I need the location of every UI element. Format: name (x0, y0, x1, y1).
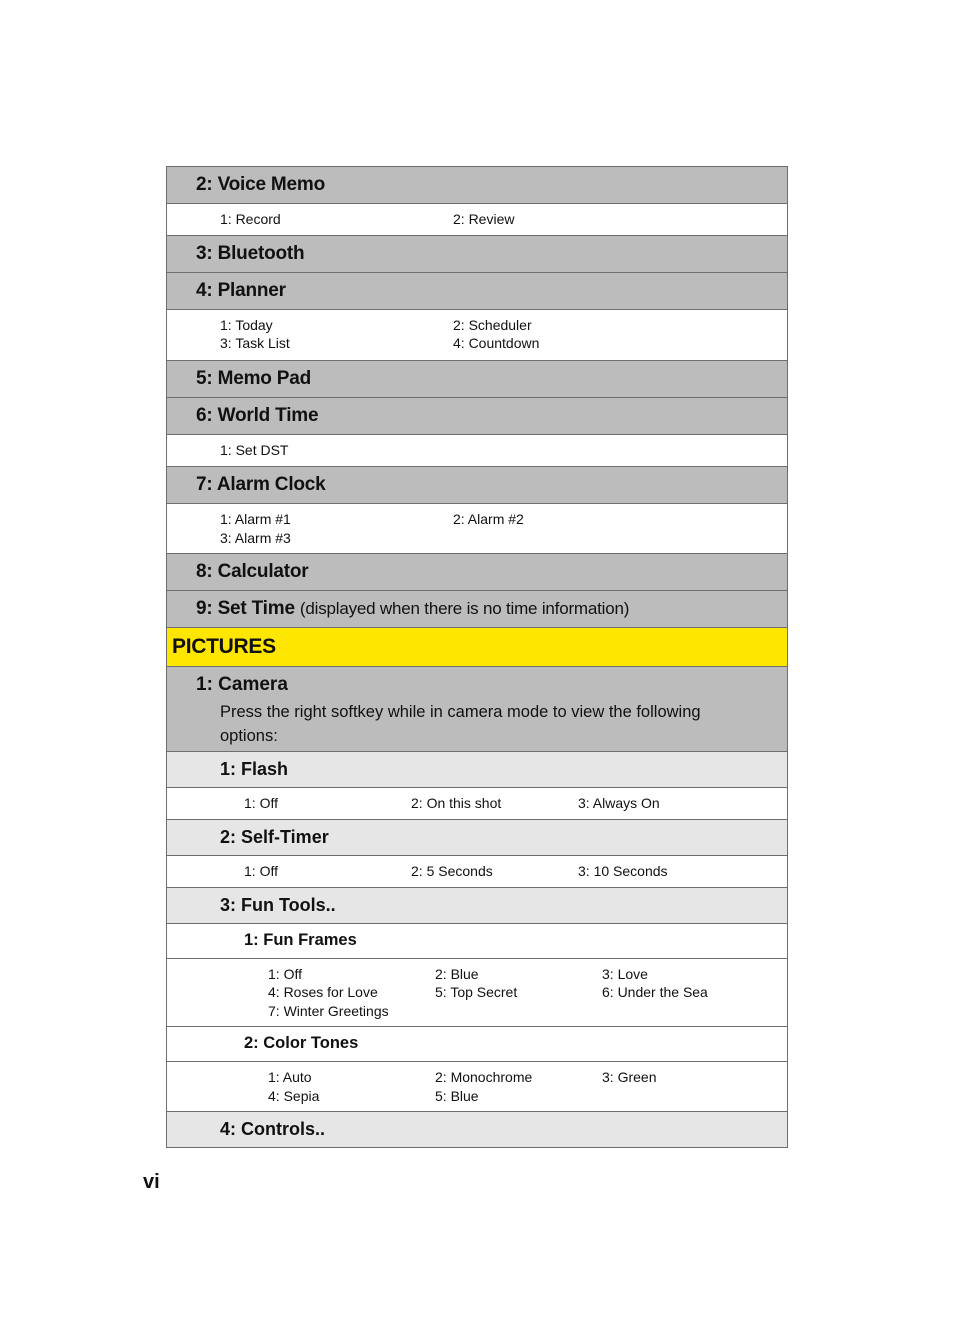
memo-pad-title: 5: Memo Pad (196, 368, 311, 389)
fun-frames-title: 1: Fun Frames (244, 931, 357, 949)
set-time-note: (displayed when there is no time information) (299, 599, 630, 618)
menu-table (166, 166, 788, 1148)
option-record: 1: Record (220, 211, 281, 227)
camera-description: Press the right softkey while in camera mode to view the following options: (220, 703, 701, 745)
calculator-title: 8: Calculator (196, 561, 309, 582)
option-timer-5-seconds: 2: 5 Seconds (411, 863, 493, 879)
option-flash-off: 1: Off (244, 795, 278, 811)
alarm-clock-header (167, 467, 787, 504)
option-frame-off: 1: Off (268, 966, 302, 982)
option-frame-blue: 2: Blue (435, 966, 479, 982)
option-tone-monochrome: 2: Monochrome (435, 1069, 533, 1085)
option-tone-auto: 1: Auto (268, 1069, 312, 1085)
flash-header (167, 752, 787, 788)
set-time-header (167, 591, 787, 628)
option-countdown: 4: Countdown (453, 335, 540, 351)
fun-frames-options (167, 959, 787, 1027)
self-timer-title: 2: Self-Timer (220, 827, 329, 847)
voice-memo-options (167, 204, 787, 236)
controls-header (167, 1112, 787, 1148)
option-set-dst: 1: Set DST (220, 442, 289, 458)
world-time-options (167, 435, 787, 467)
option-scheduler: 2: Scheduler (453, 317, 532, 333)
option-timer-10-seconds: 3: 10 Seconds (578, 863, 668, 879)
voice-memo-title: 2: Voice Memo (196, 174, 326, 195)
controls-title: 4: Controls.. (220, 1119, 326, 1139)
flash-options (167, 788, 787, 820)
option-timer-off: 1: Off (244, 863, 278, 879)
pictures-header (167, 628, 787, 667)
bluetooth-title: 3: Bluetooth (196, 243, 305, 264)
option-frame-love: 3: Love (602, 966, 648, 982)
option-today: 1: Today (220, 317, 273, 333)
option-frame-roses-for-love: 4: Roses for Love (268, 984, 378, 1000)
memo-pad-header (167, 361, 787, 398)
option-alarm-3: 3: Alarm #3 (220, 530, 291, 546)
planner-header (167, 273, 787, 310)
option-tone-green: 3: Green (602, 1069, 657, 1085)
option-frame-top-secret: 5: Top Secret (435, 984, 518, 1000)
option-task-list: 3: Task List (220, 335, 290, 351)
camera-header (167, 667, 787, 752)
option-frame-under-the-sea: 6: Under the Sea (602, 984, 708, 1000)
world-time-header (167, 398, 787, 435)
planner-options (167, 310, 787, 361)
flash-title: 1: Flash (220, 759, 289, 779)
color-tones-options (167, 1062, 787, 1112)
option-flash-always-on: 3: Always On (578, 795, 660, 811)
page-number: vi (143, 1171, 160, 1193)
option-tone-sepia: 4: Sepia (268, 1088, 320, 1104)
alarm-clock-title: 7: Alarm Clock (196, 474, 326, 495)
planner-title: 4: Planner (196, 280, 286, 301)
fun-tools-title: 3: Fun Tools.. (220, 895, 336, 915)
alarm-clock-options (167, 504, 787, 554)
color-tones-header (167, 1027, 787, 1062)
color-tones-title: 2: Color Tones (244, 1034, 359, 1052)
option-alarm-2: 2: Alarm #2 (453, 511, 524, 527)
pictures-title: PICTURES (172, 635, 276, 658)
world-time-title: 6: World Time (196, 405, 319, 426)
option-review: 2: Review (453, 211, 515, 227)
set-time-title (196, 598, 629, 620)
set-time-label: 9: Set Time (196, 598, 295, 619)
bluetooth-header (167, 236, 787, 273)
camera-title: 1: Camera (196, 674, 288, 695)
calculator-header (167, 554, 787, 591)
option-tone-blue: 5: Blue (435, 1088, 479, 1104)
option-alarm-1: 1: Alarm #1 (220, 511, 291, 527)
fun-tools-header (167, 888, 787, 924)
fun-frames-header (167, 924, 787, 959)
option-flash-on-this-shot: 2: On this shot (411, 795, 502, 811)
self-timer-options (167, 856, 787, 888)
option-frame-winter-greetings: 7: Winter Greetings (268, 1003, 389, 1019)
self-timer-header (167, 820, 787, 856)
voice-memo-header (167, 167, 787, 204)
